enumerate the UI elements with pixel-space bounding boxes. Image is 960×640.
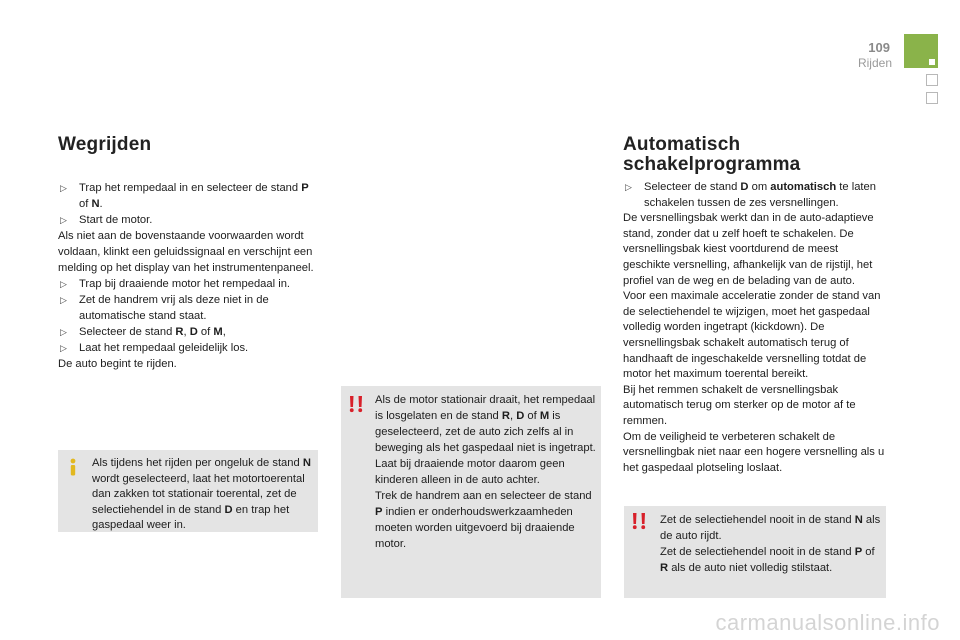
- list-item: ▷ Laat het rempedaal geleidelijk los.: [60, 342, 249, 354]
- warning-text: Zet de selectiehendel nooit in de stand N als de auto rijdt.: [660, 514, 881, 542]
- arrow-bullet-icon: ▷: [60, 279, 67, 289]
- warning-note-box: [341, 386, 601, 598]
- paragraph: Voor een maximale acceleratie zonder de stand van de selectiehendel te wijzigen, moet het gaspedaal volledig worden ingetrapt (kickdown). De versnellingsbak schakelt automatisch terug of handhaaft de ingeschakelde versnelling totdat de motor het maximum toerental bereikt.: [623, 290, 881, 381]
- paragraph: Om de veiligheid te verbeteren schakelt de versnellingbak niet naar een hogere versnelling als u het gaspedaal plotseling loslaat.: [623, 430, 885, 474]
- square-outline-icon: [926, 74, 938, 86]
- list-item: ▷ Selecteer de stand R, D of M,: [60, 326, 226, 338]
- watermark: carmanualsonline.info: [715, 610, 940, 635]
- page-number: 109: [868, 40, 890, 55]
- warning-text: Zet de selectiehendel nooit in de stand P of R als de auto niet volledig stilstaat.: [660, 546, 875, 574]
- list-item: ▷ Trap bij draaiende motor het rempedaal in.: [60, 278, 291, 290]
- arrow-bullet-icon: ▷: [625, 182, 632, 192]
- arrow-bullet-icon: ▷: [60, 327, 67, 337]
- paragraph: Bij het remmen schakelt de versnellingsbak automatisch terug om sterker op de motor af te remmen.: [623, 383, 856, 427]
- warning-text: Als de motor stationair draait, het rempedaal is losgelaten en de stand R, D of M is geselecteerd, zet de auto zich zelfs al in beweging als het gaspedaal niet is ingetrapt.: [375, 394, 596, 454]
- paragraph: De versnellingsbak werkt dan in de auto-adaptieve stand, zonder dat u zelf hoeft te schakelen. De versnellingsbak kiest voortdurend de meest geschikte versnelling, afhankelijk van de rijstijl, het profiel van de weg en de belading van de auto.: [623, 212, 874, 287]
- square-outline-icon: [926, 92, 938, 104]
- info-text: Als tijdens het rijden per ongeluk de stand N wordt geselecteerd, laat het motortoerental dan zakken tot stationair toerental, zet de selectiehendel in de stand D en trap het gaspedaal weer in.: [92, 457, 311, 531]
- paragraph: De auto begint te rijden.: [58, 358, 177, 370]
- warning-text: Trek de handrem aan en selecteer de stand P indien er onderhoudswerkzaamheden moeten worden uitgevoerd bij draaiende motor.: [375, 490, 592, 550]
- paragraph: Als niet aan de bovenstaande voorwaarden wordt voldaan, klinkt een geluidssignaal en verschijnt een melding op het display van het instrumentenpaneel.: [58, 230, 314, 274]
- chapter-tab-icon: [904, 34, 938, 68]
- warning-text: Laat bij draaiende motor daarom geen kinderen alleen in de auto achter.: [375, 458, 565, 486]
- list-item: ▷ Trap het rempedaal in en selecteer de stand P of N.: [60, 182, 309, 210]
- arrow-bullet-icon: ▷: [60, 183, 67, 193]
- warning-icon: [347, 395, 365, 413]
- left-body: [58, 180, 320, 372]
- arrow-bullet-icon: ▷: [60, 343, 67, 353]
- list-item: ▷ Zet de handrem vrij als deze niet in de automatische stand staat.: [60, 294, 269, 322]
- section-title-automatisch: Automatisch schakelprogramma: [623, 134, 801, 175]
- info-icon: [66, 458, 80, 476]
- warning-icon: [630, 512, 648, 530]
- section-title-wegrijden: Wegrijden: [58, 134, 152, 155]
- arrow-bullet-icon: ▷: [60, 215, 67, 225]
- warning-note-box: [624, 506, 886, 598]
- info-note-box: [58, 450, 318, 532]
- arrow-bullet-icon: ▷: [60, 295, 67, 305]
- right-body: [623, 180, 887, 476]
- chapter-title: Rijden: [857, 56, 892, 70]
- list-item: ▷ Start de motor.: [60, 214, 153, 226]
- list-item: ▷ Selecteer de stand D om automatisch te laten schakelen tussen de zes versnellingen.: [625, 181, 876, 209]
